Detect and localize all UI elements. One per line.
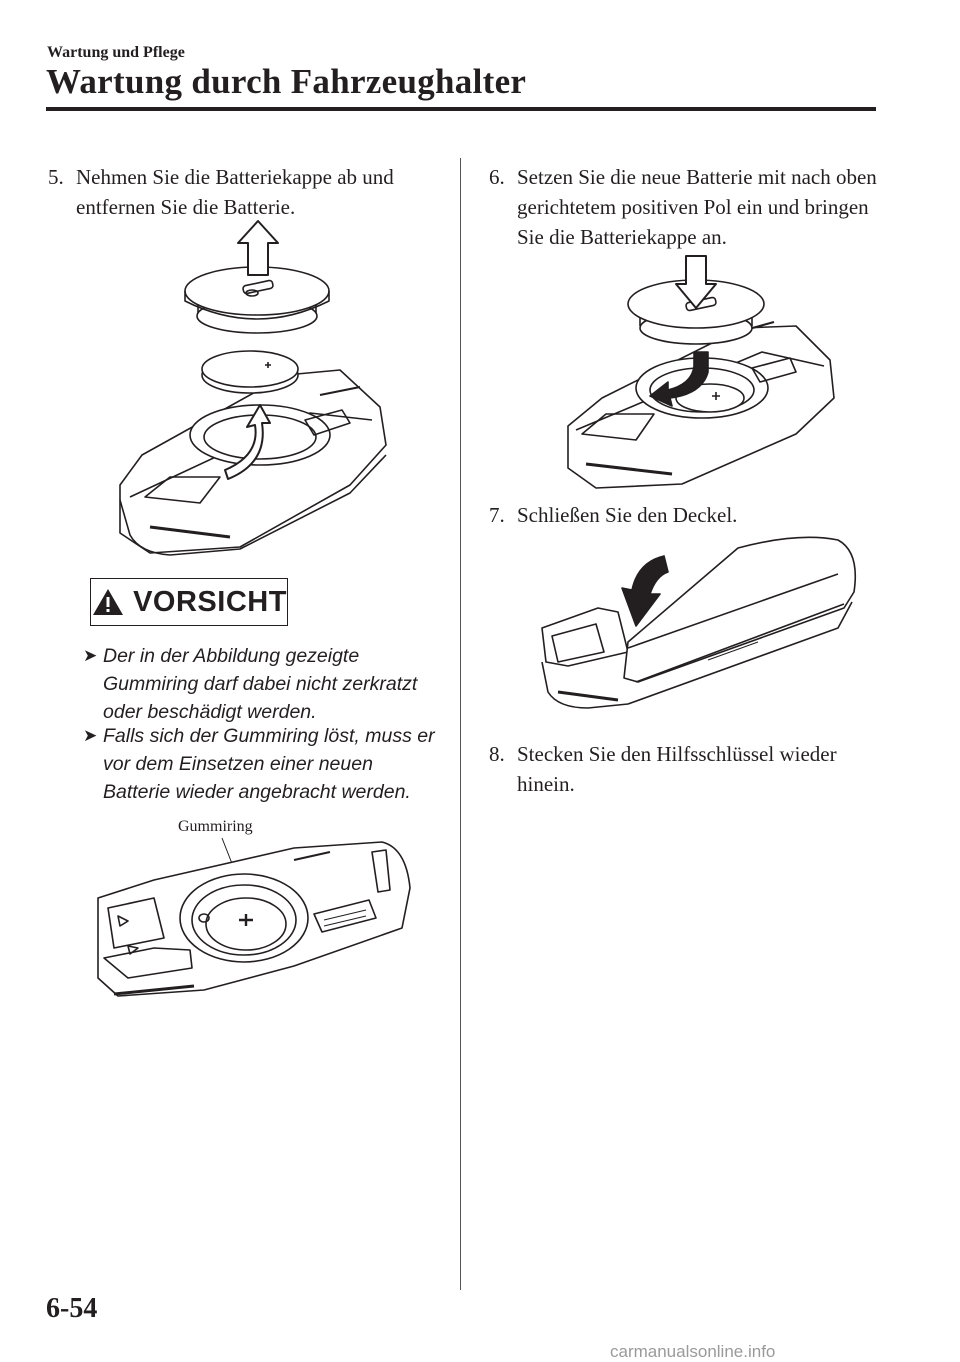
watermark: carmanualsonline.info xyxy=(610,1342,776,1361)
bullet-arrow-icon: ➤ xyxy=(83,646,98,665)
step-number: 6. xyxy=(489,165,505,189)
step-7 xyxy=(489,500,889,530)
bullet-arrow-icon: ➤ xyxy=(83,726,98,745)
page-number: 6-54 xyxy=(46,1293,98,1324)
warning-triangle-icon xyxy=(91,587,125,617)
remove-battery-illustration xyxy=(110,215,410,560)
step-number: 7. xyxy=(489,503,505,527)
caution-box xyxy=(90,578,288,626)
step-text: Setzen Sie die neue Batterie mit nach oben gerichtetem positiven Pol ein und bringen Sie die Batteriekappe an. xyxy=(517,165,877,249)
step-number: 5. xyxy=(48,165,64,189)
section-label: Wartung und Pflege xyxy=(47,44,185,61)
caution-note xyxy=(83,722,443,806)
close-cover-illustration xyxy=(538,532,860,712)
caution-note xyxy=(83,642,443,726)
step-text: Nehmen Sie die Batteriekappe ab und entfernen Sie die Batterie. xyxy=(76,165,394,219)
step-8 xyxy=(489,739,889,799)
step-6 xyxy=(489,162,889,252)
step-number: 8. xyxy=(489,742,505,766)
insert-battery-illustration xyxy=(562,248,844,492)
page-title: Wartung durch Fahrzeughalter xyxy=(46,62,527,101)
rubber-ring-illustration xyxy=(94,838,416,1000)
title-rule xyxy=(46,107,876,111)
step-text: Schließen Sie den Deckel. xyxy=(517,503,738,527)
caution-label: VORSICHT xyxy=(133,585,287,618)
gummiring-callout: Gummiring xyxy=(178,818,253,835)
caution-note-text: Falls sich der Gummiring löst, muss er vor dem Einsetzen einer neuen Batterie wieder angebracht werden. xyxy=(103,725,435,803)
column-divider xyxy=(460,158,461,1290)
step-5 xyxy=(48,162,438,222)
caution-note-text: Der in der Abbildung gezeigte Gummiring darf dabei nicht zerkratzt oder beschädigt werden. xyxy=(103,645,418,723)
step-text: Stecken Sie den Hilfsschlüssel wieder hinein. xyxy=(517,742,837,796)
